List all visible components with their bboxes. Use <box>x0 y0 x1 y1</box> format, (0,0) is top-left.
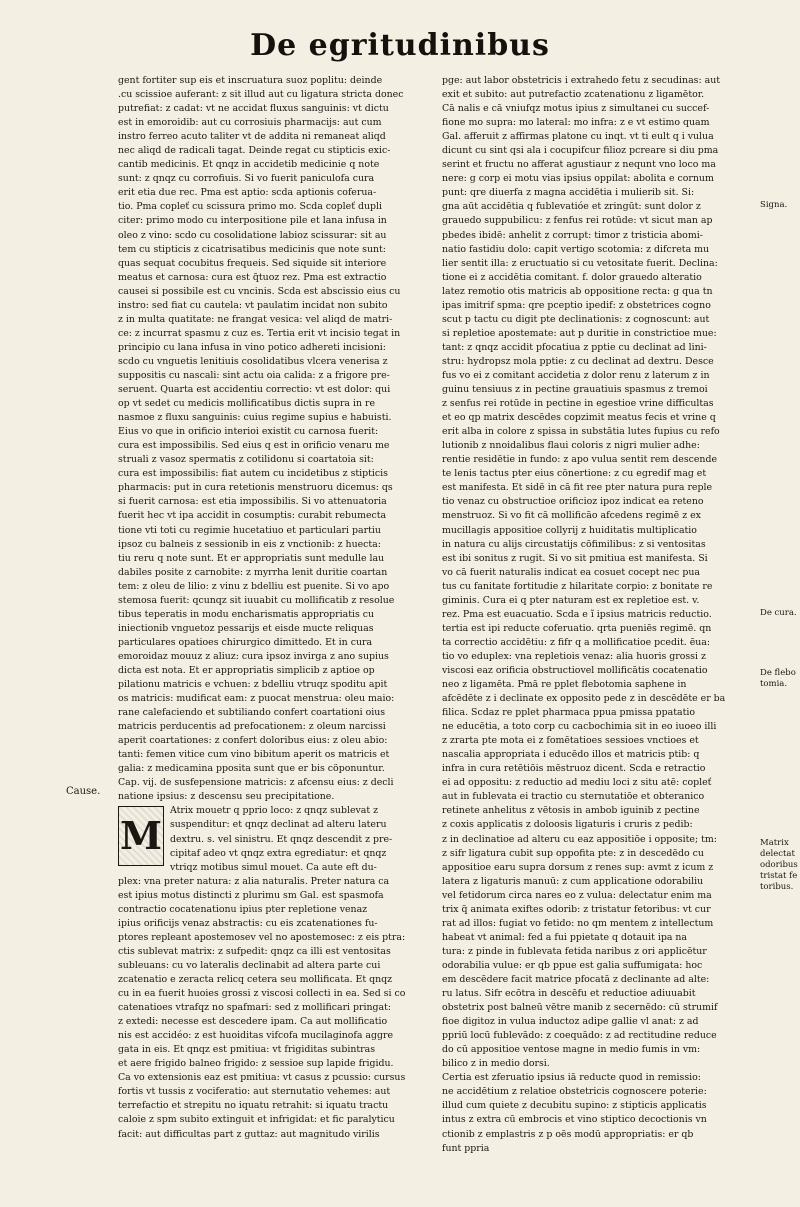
text-line: stemosa fuerit: qcunqz sit iuuabit cu mollificatib z resolue <box>118 594 395 606</box>
text-line: tanti: femen vitice cum vino bibitum aperit os matricis et <box>118 749 390 761</box>
text-line: nasmoe z fluxu sanguinis: cuius regime supius e habuisti. <box>118 412 392 424</box>
text-line: vtriqz motibus simul mouet. Ca aute eft du- <box>170 861 377 873</box>
text-line: in natura cu alijs circustatijs cōfimilibus: z si ventositas <box>442 538 706 550</box>
left-text-beside-initial <box>118 804 436 874</box>
text-line: est ipius motus distincti z plurimu sm Gal. est spasmofa <box>118 889 384 901</box>
text-line: gata in eis. Et qnqz est pmitiua: vt frigiditas subintras <box>118 1044 376 1056</box>
text-line: ptores repleant apostemosev vel no apostemosec: z eis ptra: <box>118 931 406 943</box>
text-line: op vt sedet cu medicis mollificatibus dictis supra in re <box>118 398 376 410</box>
text-line: nere: g corp ei motu vias ipsius oppilat: abolita e cornum <box>442 173 714 185</box>
text-line: struali z vasoz spermatis z cotilidonu si coartatoia sit: <box>118 454 374 466</box>
text-line: pharmacis: put in cura retetionis menstruoru dicemus: qs <box>118 482 393 494</box>
text-line: z sifr ligatura cubit sup oppofita pte: z in descedēdo cu <box>442 847 704 859</box>
text-line: ne accidētium z relatioe obstetricis cognoscere poterie: <box>442 1086 707 1098</box>
text-line: z coxis applicatis z doloosis ligaturis i cruris z pedib: <box>442 819 693 831</box>
text-line: guinu tensiuus z in pectine grauatiuis spasmus z tremoi <box>442 384 708 396</box>
text-line: tio. Pma copleť cu scissura primo mo. Scda copleť dupli <box>118 201 382 213</box>
left-text-after-initial <box>118 875 436 1142</box>
text-line: si fuerit carnosa: est etia impossibilis. Si vo attenuatoria <box>118 496 387 508</box>
text-line: dicta est nota. Et er appropriatis simplicib z aptioe op <box>118 664 375 676</box>
text-line: pge: aut labor obstetricis i extrahedo fetu z secudinas: aut <box>442 75 721 86</box>
text-line: cu in ea fuerit huoies grossi z viscosi collecti in ea. Sed si co <box>118 988 406 1000</box>
text-line: intus z extra cū embrocis et vino stiptico decoctionis vn <box>442 1114 707 1126</box>
text-line: z in declinatioe ad alteru cu eaz appositiōe i opposite; tm: <box>442 833 717 845</box>
text-line: ei ad oppositu: z reductio ad mediu loci z situ atē: copleť <box>442 777 712 789</box>
text-line: tus cu fanitate fortitudie z hilaritate corpio: z bonitate re <box>442 580 713 592</box>
text-line: rentie residētie in fundo: z apo vulua sentit rem descende <box>442 454 718 466</box>
text-line: plex: vna preter natura: z alia naturalis. Preter natura ca <box>118 875 390 887</box>
text-line: fione mo supra: mo lateral: mo infra: z e vt estimo quam <box>442 117 710 129</box>
text-line: oleo z vino: scdo cu cosolidatione labioz scissurar: sit au <box>118 229 387 241</box>
text-line: exit et subito: aut putrefactio zcatenationu z ligamētor. <box>442 89 705 101</box>
text-line: dextru. s. vel sinistru. Et qnqz descendit z pre- <box>170 833 393 845</box>
text-line: tione vti toti cu regimie hucetatiuo et particulari partiu <box>118 524 381 536</box>
text-line: ipius orificijs venaz abstractis: cu eis zcatenationes fu- <box>118 917 378 929</box>
text-line: z senfus rei rotūde in pectine in egestioe vrine difficultas <box>442 398 714 410</box>
right-column <box>442 74 760 1154</box>
text-line: Certia est zferuatio ipsius iā reducte quod in remissio: <box>442 1072 701 1084</box>
text-line: neo z ligamēta. Pmā re pplet flebotomia saphene in <box>442 679 687 691</box>
text-line: stru: hydropsz mola pptie: z cu declinat ad dextru. Desce <box>442 355 714 367</box>
text-line: contractio cocatenationu ipius pter repletione venaz <box>118 903 368 915</box>
text-line: sunt: z qnqz cu corrofiuis. Si vo fuerit paniculofa cura <box>118 173 375 185</box>
running-head: De egritudinibus <box>250 28 550 63</box>
text-line: Cap. vij. de susfepensione matricis: z afcensu eius: z decli <box>118 777 394 789</box>
text-line: natione ipsius: z descensu seu precipitatione. <box>118 791 335 803</box>
text-line: tura: z pinde in fublevata fetida naribus z ori applicētur <box>442 945 707 957</box>
text-line: infra in cura retētiōis mēstruoz dicent. Scda e retractio <box>442 763 706 775</box>
left-column <box>118 74 436 1140</box>
text-line: causei si possibile est cu vncinis. Scda est abscissio eius cu <box>118 285 401 297</box>
text-line: giminis. Cura ei q pter naturam est ex repletioe est. v. <box>442 594 700 606</box>
text-line: est ibi sonitus z rugit. Si vo sit pmitiua est manifesta. Si <box>442 552 708 564</box>
text-line: te lenis tactus pter eius cōnertione: z cu egredif mag et <box>442 468 707 480</box>
text-line: fuerit hec vt ipa accidit in cosumptis: curabit rebumecta <box>118 510 387 522</box>
text-line: subleuans: cu vo lateralis declinabit ad altera parte cui <box>118 959 381 971</box>
text-line: do cū appositioe ventose magne in medio fumis in vm: <box>442 1044 701 1056</box>
text-line: z extedi: necesse est descedere ipam. Ca aut mollificatio <box>118 1016 388 1028</box>
text-line: meatus et carnosa: cura est q̃tuoz rez. Pma est extractio <box>118 271 387 283</box>
text-line: suppositis cu nascali: sint actu oia calida: z a frigore pre- <box>118 369 390 381</box>
text-line: galia: z medicamina pposita sunt que er bis cöponuntur. <box>118 763 385 775</box>
text-line: habeat vt animal: fed a fui ppietate q dotauit ipa na <box>442 931 688 943</box>
text-line: z zrarta pte mota ei z fomētatioes sessioes vnctioes et <box>442 735 699 747</box>
text-line: vel fetidorum circa nares eo z vulua: delectatur enim ma <box>442 889 712 901</box>
text-line: obstetrix post balneū vētre manib z secernēdo: cū strumif <box>442 1002 718 1014</box>
text-line: menstruoz. Si vo fit cā mollificāo afcedens regimē z ex <box>442 510 701 522</box>
text-line: pbedes ibidē: anhelit z corrupt: timor z tristicia abomi- <box>442 229 703 241</box>
text-line: et aere frigido balneo frigido: z sessioe sup lapide frigidu. <box>118 1058 394 1070</box>
text-line: Ca vo extensionis eaz est pmitiua: vt casus z pcussio: cursus <box>118 1072 406 1084</box>
chapter-opening <box>118 804 436 874</box>
text-line: quas sequat cocubitus frequeis. Sed siquide sit interiore <box>118 257 387 269</box>
text-line: .cu scissioe auferant: z sit illud aut cu ligatura stricta donec <box>118 89 404 101</box>
text-line: aut in fublevata ei tractio cu sternutatiōe et obteranico <box>442 791 705 803</box>
text-line: gent fortiter sup eis et inscruatura suoz poplitu: deinde <box>118 75 383 86</box>
text-line: latez remotio otis matricis ab oppositione recta: g qua tn <box>442 285 713 297</box>
text-line: ta correctio accidētiu: z fifr q a mollificatioe pcedit. ēua: <box>442 636 711 648</box>
text-line: lier sentit illa: z eructuatio si cu vetositate fuerit. Declina: <box>442 257 718 269</box>
text-line: scdo cu vnguetis lenitiuis cosolidatibus vlcera venerisa z <box>118 355 388 367</box>
margin-note-signa: Signa. <box>760 200 788 210</box>
text-line: principio cu lana infusa in vino potico adhereti incisioni: <box>118 341 386 353</box>
text-line: caloie z spm subito extinguit et infrigidat: et fic paralyticu <box>118 1114 395 1126</box>
text-line: fus vo ei z comitant accidetia z dolor renu z laterum z in <box>442 369 710 381</box>
text-line: si repletioe apostemate: aut p duritie in constrictioe mue: <box>442 327 717 339</box>
text-line: Atrix mouetr q pprio loco: z qnqz sublevat z <box>170 805 379 817</box>
text-line: est in emoroidib: aut cu corrosiuis pharmacijs: aut cum <box>118 117 382 129</box>
text-line: tant: z qnqz accidit pfocatiua z pptie cu declinat ad lini- <box>442 341 707 353</box>
text-line: cipitaf adeo vt qnqz extra egrediatur: et qnqz <box>170 847 387 859</box>
text-line: natio fastidiu dolo: capit vertigo scotomia: z difcreta mu <box>442 243 710 255</box>
text-line: facit: aut difficultas part z guttaz: aut magnitudo virilis <box>118 1128 380 1140</box>
text-line: fortis vt tussis z vociferatio: aut sternutatio vehemes: aut <box>118 1086 391 1098</box>
text-line: illud cum quiete z decubitu supino: z stipticis applicatis <box>442 1100 707 1112</box>
text-line: pilationu matricis e vchuen: z bdelliu vtruqz spoditu apit <box>118 679 388 691</box>
text-line: tiu reru q note sunt. Et er appropriatis sunt medulle lau <box>118 552 385 564</box>
margin-note-matrix-delectat: Matrix delectat odoribus tristat fe toribus. <box>760 838 798 892</box>
text-line: erit alba in colore z spissa in substātia lutes fupius cu refo <box>442 426 720 438</box>
text-line: vo cā fuerit naturalis indicat ea cosuet cocept nec pua <box>442 566 700 578</box>
text-line: tio vo eduplex: vna repletiois venaz: alia huoris grossi z <box>442 650 706 662</box>
text-line: funt ppria <box>442 1142 490 1154</box>
text-line: zcatenatio e zeracta relicq cetera seu mollificata. Et qnqz <box>118 974 393 985</box>
text-line: appositioe earu supra dorsum z renes sup: avmt z icum z <box>442 861 714 873</box>
text-line: instro: sed fiat cu cautela: vt paulatim incidat non subito <box>118 299 388 311</box>
text-line: nascalia appropriata i educēdo illos et matricis ptib: q <box>442 749 700 761</box>
text-line: afcēdēte z i declinate ex opposito pede z in descēdēte er ba <box>442 693 726 705</box>
text-line: tem: z oleu de lilio: z vinu z bdelliu est puenite. Si vo apo <box>118 580 390 592</box>
text-line: ctionib z emplastris z p oēs modū appropriatis: er qb <box>442 1128 694 1140</box>
text-line: ipsoz cu balneis z sessionib in eis z vnctionib: z huecta: <box>118 538 381 550</box>
text-line: ne educētia, a toto corp cu cacbochimia sit in eo iuoeo illi <box>442 721 717 733</box>
text-line: cantib medicinis. Et qnqz in accidetib medicinie q note <box>118 159 380 171</box>
text-line: erit etia due rec. Pma est aptio: scda aptionis coferua- <box>118 187 377 199</box>
text-line: odorabilia vulue: er qb ppue est galia suffumigata: hoc <box>442 959 703 971</box>
text-line: dabiles posite z carnobite: z myrrha lenit duritie coartan <box>118 566 388 578</box>
text-line: em descēdere facit matrice pfocatā z declinante ad alte: <box>442 974 710 985</box>
margin-note-de-cura: De cura. <box>760 608 797 618</box>
text-line: ppriū locū fublevādo: z coequādo: z ad rectitudine reduce <box>442 1030 717 1042</box>
text-line: serint et fructu no afferat agustiaur z nequnt vno loco ma <box>442 159 716 171</box>
text-line: filica. Scdaz re pplet pharmaca ppua pmissa ppatatio <box>442 707 695 719</box>
text-line: latera z ligaturis manuū: z cum applicatione odorabiliu <box>442 875 704 887</box>
text-line: seruent. Quarta est accidentiu correctio: vt est dolor: qui <box>118 384 391 396</box>
text-line: os matricis: mudificat eam: z puocat menstrua: oleu maio: <box>118 693 395 705</box>
text-line: tem cu stipticis z cicatrisatibus medicinis que note sunt: <box>118 243 386 255</box>
text-line: iniectionib vnguetoz pessarijs et eisde mucte reliquas <box>118 622 374 634</box>
text-line: tione ei z accidētia comitant. f. dolor grauedo alteratio <box>442 271 702 283</box>
text-line: suspenditur: et qnqz declinat ad alteru lateru <box>170 819 387 831</box>
margin-note-de-flebotomia: De flebo tomia. <box>760 668 796 689</box>
text-line: fioe digitoz in vulua inductoz adipe gallie vl anat: z ad <box>442 1016 699 1028</box>
text-line: citer: primo modo cu interpositione pile et lana infusa in <box>118 215 387 227</box>
text-line: Cā nalis e cā vniufqz motus ipius z simultanei cu succef- <box>442 103 710 115</box>
text-line: cura est impossibilis. Sed eius q est in orificio venaru me <box>118 440 390 452</box>
text-line: tio venaz cu obstructioe orificioz ipoz indicat ea reteno <box>442 496 704 508</box>
text-line: putrefiat: z cadat: vt ne accidat fluxus sanguinis: vt dictu <box>118 103 389 115</box>
text-line: instro ferreo acuto taliter vt de addita ni remaneat aliqd <box>118 131 386 143</box>
decorated-initial: M <box>118 806 164 866</box>
text-line: particulares opatioes chirurgico dimittedo. Et in cura <box>118 636 373 648</box>
text-line: bilico z in medio dorsi. <box>442 1058 550 1070</box>
text-line: cura est impossibilis: fiat autem cu incidetibus z stipticis <box>118 468 388 480</box>
text-line: Gal. afferuit z affirmas platone cu inqt. vt ti eult q i vulua <box>442 131 714 143</box>
text-line: dicunt cu sint qsi ala i cocupifcur filioz pcreare si diu pma <box>442 145 719 157</box>
text-line: rez. Pma est euacuatio. Scda e ĩ ipsius matricis reductio. <box>442 608 712 620</box>
text-line: lutionib z nnoidalibus flaui coloris z nigri mulier adhe: <box>442 440 700 452</box>
text-line: rane calefaciendo et subtiliando confert coartationi oius <box>118 707 386 719</box>
text-line: ce: z incurrat spasmu z cuz es. Tertia erit vt incisio tegat in <box>118 327 401 339</box>
text-line: ipas imitrif spma: qre pceptio ipedif: z obstetrices cogno <box>442 299 711 311</box>
text-line: aperit coartationes: z confert doloribus eius: z oleu abio: <box>118 735 388 747</box>
text-line: est manifesta. Et sidē in cā fit ree pter natura pura reple <box>442 482 713 494</box>
left-text-before-initial <box>118 74 436 804</box>
text-line: matricis perducentis ad prefocationem: z oleum narcissi <box>118 721 386 733</box>
text-line: catenatioes vtrafqz no spafmari: sed z mollificari pringat: <box>118 1002 392 1014</box>
text-line: scut p tactu cu digit pte declinationis: z cognoscunt: aut <box>442 313 710 325</box>
text-line: retinete anhelitus z vētosis in ambob iguinib z pectine <box>442 805 700 817</box>
text-line: nis est accidéo: z est huoiditas vifcofa mucilaginofa aggre <box>118 1030 394 1042</box>
text-line: gna aūt accidētia q fublevatióe et zringūt: sunt dolor z <box>442 201 701 213</box>
text-line: et eo qp matrix descēdes copzimit meatus fecis et vrine q <box>442 412 716 424</box>
text-line: trix q̃ animata exiftes odorib: z tristatur fetoribus: vt cur <box>442 903 711 915</box>
text-line: nec aliqd de radicali tagat. Deinde regat cu stipticis exic- <box>118 145 391 157</box>
text-line: emoroidaz mouuz z aliuz: cura ipsoz invirga z ano supius <box>118 650 389 662</box>
text-line: tibus teperatis in modu encharismatis appropriatis cu <box>118 608 375 620</box>
text-line: grauedo suppubilicu: z fenfus rei rotūde: vt sicut man ap <box>442 215 713 227</box>
text-line: Eius vo que in orificio interioi existit cu carnosa fuerit: <box>118 426 379 438</box>
text-line: ctis sublevat matrix: z sufpedit: qnqz ca illi est ventositas <box>118 945 391 957</box>
text-line: terrefactio et strepitu no iquatu retrahit: si iquatu tractu <box>118 1100 389 1112</box>
text-line: tertia est ipi reducte coferuatio. qrta pueniēs regimē. qn <box>442 622 712 634</box>
text-line: z in multa quatitate: ne frangat vesica: vel aliqd de matri- <box>118 313 393 325</box>
margin-note-causae: Cause. <box>66 786 101 797</box>
text-line: punt: qre diuerfa z magna accidētia i mulierib sit. Si: <box>442 187 695 199</box>
text-line: rat ad illos: fugiat vo fetido: no qm mentem z intellectum <box>442 917 714 929</box>
text-line: mucillagis appositioe collyrij z huiditatis multiplicatio <box>442 524 697 536</box>
text-line: viscosi eaz orificia obstructiovel mollificātis cocatenatio <box>442 664 708 676</box>
text-line: ru latus. Sifr ecōtra in descēfu et reductioe adiuuabit <box>442 988 696 1000</box>
